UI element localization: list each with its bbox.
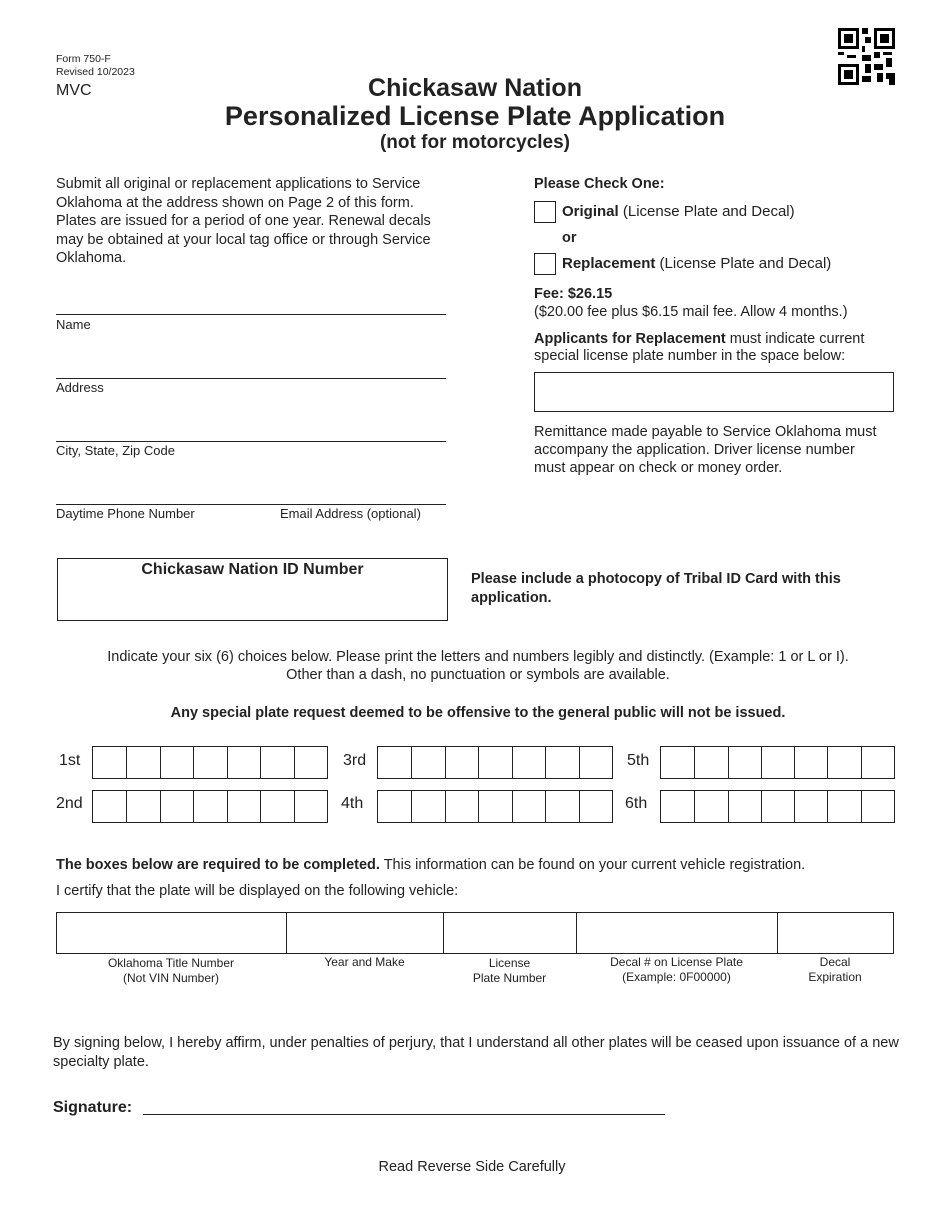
phone-label: Daytime Phone Number [56, 506, 195, 521]
character-cell-divider [694, 791, 695, 822]
choice-6-boxes[interactable] [660, 790, 895, 823]
character-cell-divider [160, 747, 161, 778]
character-cell-divider [411, 747, 412, 778]
character-cell-divider [861, 791, 862, 822]
title-number-label: Oklahoma Title Number (Not VIN Number) [107, 956, 235, 985]
decal-expiration-label: Decal Expiration [808, 955, 862, 984]
photocopy-note: Please include a photocopy of Tribal ID Card with this application. [471, 571, 841, 606]
or-text: or [562, 230, 577, 246]
character-cell-divider [445, 791, 446, 822]
character-cell-divider [260, 747, 261, 778]
address-field[interactable] [56, 378, 446, 379]
vehicle-info-table[interactable] [56, 912, 894, 954]
phone-email-field[interactable] [56, 504, 446, 505]
character-cell-divider [694, 747, 695, 778]
character-cell-divider [728, 791, 729, 822]
character-cell-divider [794, 791, 795, 822]
character-cell-divider [126, 747, 127, 778]
choice-4-boxes[interactable] [377, 790, 613, 823]
page-note: (not for motorcycles) [379, 132, 571, 153]
character-cell-divider [579, 747, 580, 778]
replacement-note: Applicants for Replacement must indicate current special license plate number in the space below: [534, 331, 865, 364]
certify-text: I certify that the plate will be displayed on the following vehicle: [56, 883, 459, 899]
address-label: Address [56, 380, 104, 395]
character-cell-divider [294, 791, 295, 822]
choice-label-6th: 6th [625, 795, 648, 812]
character-cell-divider [126, 791, 127, 822]
choice-label-2nd: 2nd [56, 795, 83, 812]
choices-instruction: Indicate your six (6) choices below. Please print the letters and numbers legibly and distinctly. (Example: 1 or L or I). [107, 649, 849, 665]
choice-5-boxes[interactable] [660, 746, 895, 779]
name-field[interactable] [56, 314, 446, 315]
signature-line[interactable] [143, 1114, 665, 1115]
decal-number-label: Decal # on License Plate (Example: 0F00000) [610, 955, 743, 984]
plate-number-label: License Plate Number [472, 956, 547, 985]
original-option: Original (License Plate and Decal) [562, 203, 795, 220]
column-divider [286, 913, 287, 953]
name-label: Name [56, 317, 91, 332]
qr-code-icon [838, 28, 895, 85]
character-cell-divider [827, 747, 828, 778]
page-title: Chickasaw Nation [368, 74, 582, 102]
fee-amount: Fee: $26.15 [534, 286, 613, 302]
character-cell-divider [794, 747, 795, 778]
character-cell-divider [227, 791, 228, 822]
year-make-label: Year and Make [324, 955, 405, 969]
character-cell-divider [478, 791, 479, 822]
revised-date: Revised 10/2023 [56, 66, 135, 78]
character-cell-divider [861, 747, 862, 778]
character-cell-divider [728, 747, 729, 778]
page-subtitle: Personalized License Plate Application [224, 101, 726, 131]
affirmation-text: By signing below, I hereby affirm, under penalties of perjury, that I understand all other plates will be ceased upon issuance of a new specialty plate. [53, 1035, 899, 1070]
email-label: Email Address (optional) [280, 506, 421, 521]
choice-label-3rd: 3rd [343, 752, 367, 769]
choice-1-boxes[interactable] [92, 746, 328, 779]
character-cell-divider [545, 747, 546, 778]
replacement-option: Replacement (License Plate and Decal) [562, 255, 832, 272]
character-cell-divider [193, 791, 194, 822]
character-cell-divider [260, 791, 261, 822]
city-state-zip-label: City, State, Zip Code [56, 443, 175, 458]
fee-detail: ($20.00 fee plus $6.15 mail fee. Allow 4 months.) [534, 304, 848, 320]
check-one-heading: Please Check One: [534, 176, 665, 192]
choice-3-boxes[interactable] [377, 746, 613, 779]
character-cell-divider [761, 747, 762, 778]
choice-2-boxes[interactable] [92, 790, 328, 823]
form-number: Form 750-F [56, 53, 111, 65]
character-cell-divider [445, 747, 446, 778]
character-cell-divider [478, 747, 479, 778]
character-cell-divider [160, 791, 161, 822]
character-cell-divider [512, 747, 513, 778]
character-cell-divider [193, 747, 194, 778]
choice-label-4th: 4th [341, 795, 364, 812]
tribal-id-box[interactable] [57, 558, 448, 621]
column-divider [576, 913, 577, 953]
division-code: MVC [56, 82, 92, 99]
signature-label: Signature: [53, 1099, 133, 1116]
footer-note: Read Reverse Side Carefully [378, 1159, 566, 1175]
tribal-id-label: Chickasaw Nation ID Number [141, 561, 364, 578]
city-state-zip-field[interactable] [56, 441, 446, 442]
choice-label-1st: 1st [59, 752, 81, 769]
character-cell-divider [545, 791, 546, 822]
choices-instruction-2: Other than a dash, no punctuation or symbols are available. [286, 667, 670, 683]
original-checkbox[interactable] [534, 201, 556, 223]
column-divider [443, 913, 444, 953]
character-cell-divider [227, 747, 228, 778]
offensive-warning: Any special plate request deemed to be offensive to the general public will not be issued. [170, 705, 786, 721]
character-cell-divider [294, 747, 295, 778]
current-plate-number-field[interactable] [534, 372, 894, 412]
choice-label-5th: 5th [627, 752, 650, 769]
intro-text: Submit all original or replacement applications to Service Oklahoma at the address shown on Page 2 of this form. Plates are issued for a period of one year. Renewal decals may be obtained at your local tag office or through Service Oklahoma. [56, 176, 431, 266]
character-cell-divider [761, 791, 762, 822]
character-cell-divider [512, 791, 513, 822]
character-cell-divider [827, 791, 828, 822]
column-divider [777, 913, 778, 953]
required-note: The boxes below are required to be completed. This information can be found on your current vehicle registration. [56, 857, 806, 873]
character-cell-divider [411, 791, 412, 822]
character-cell-divider [579, 791, 580, 822]
replacement-checkbox[interactable] [534, 253, 556, 275]
remittance-note: Remittance made payable to Service Oklahoma must accompany the application. Driver license number must appear on check or money order. [534, 424, 877, 476]
